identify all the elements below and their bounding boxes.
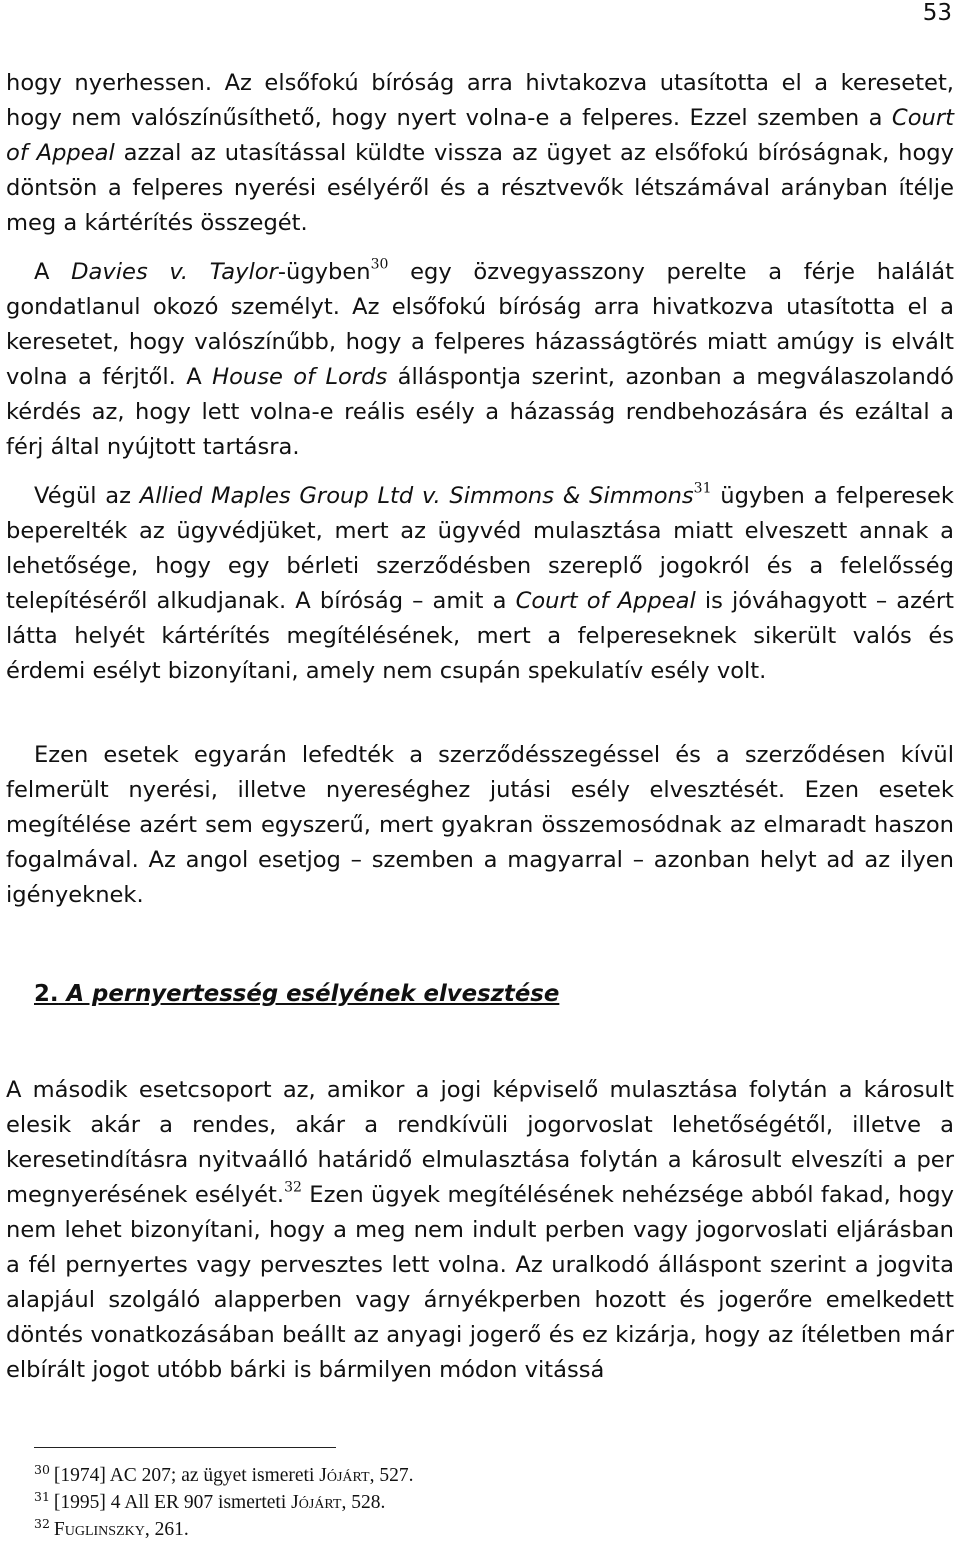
- paragraph-3: [6, 479, 954, 689]
- paragraph-5-text-a: A második esetcsoport az, amikor a jogi képviselő mulasztása folytán a károsult elesik akár a rendes, akár a rendkívüli jogorvoslat lehetőségétől, illetve a keresetindításra nyitvaálló határidő elmulasztása folytán a károsult elveszíti a per megnyerésének esélyét.: [6, 1077, 954, 1208]
- paragraph-2-text-b: -ügyben: [277, 259, 371, 285]
- footnotes: [34, 1462, 413, 1543]
- section-heading: [34, 976, 559, 1012]
- paragraph-2-text-a: A: [34, 259, 72, 285]
- section-heading-number: 2.: [34, 981, 59, 1007]
- paragraph-2-case-name: Davies v. Taylor: [71, 259, 278, 285]
- paragraph-3-text-c: is jóváhagyott – azért látta helyét kártérítés megítélésének, mert a felpereseknek sikerült valós és érdemi esélyt bizonyítani, amely nem csupán spekulatív esély volt.: [6, 588, 954, 684]
- footnote-tail: , 261.: [144, 1519, 189, 1540]
- paragraph-5-text-b: Ezen ügyek megítélésének nehézsége abból fakad, hogy nem lehet bizonyítani, hogy a meg nem indult perben vagy jogorvoslati eljárásban a fél pernyertes vagy pervesztes lett volna. Az uralkodó álláspont szerint a jogvita alapjául szolgáló alapperben vagy árnyékperben hozott és jogerőre emelkedett döntés vonatkozásában beállt az anyagi jogerő és ez kizárja, hogy az ítéletben már elbírált jogot utóbb bárki is bármilyen módon vitássá: [6, 1182, 955, 1383]
- footnote-author: Fuglinszky: [53, 1519, 145, 1540]
- footnote-author: Jójárt: [319, 1465, 370, 1486]
- paragraph-4: Ezen esetek egyarán lefedték a szerződésszegéssel és a szerződésen kívül felmerült nyerési, illetve nyereséghez jutási esély elvesztését. Ezen esetek megítélése azért sem egyszerű, mert gyakran összemosódnak az elmaradt haszon fogalmával. Az angol esetjog – szemben a magyarral – azonban helyt ad az ilyen igényeknek.: [6, 742, 954, 908]
- paragraph-3-text-a: Végül az: [34, 483, 140, 509]
- paragraph-3-case-name: Allied Maples Group Ltd v. Simmons & Simmons: [139, 483, 694, 509]
- footnote-ref-31[interactable]: 31: [693, 480, 712, 497]
- footnote-text: [1995] 4 All ER 907 ismerteti: [53, 1492, 292, 1513]
- paragraph-2-text-c: egy özvegyasszony perelte a férje halálát gondatlanul okozó személyt. Az elsőfokú bíróság arra hivatkozva utasította el a keresetet, hogy valószínűbb, hogy a felperes házasságtörés miatt amúgy is elvált volna a férjtől. A: [6, 259, 955, 390]
- paragraph-1-text-b: azzal az utasítással küldte vissza az ügyet az elsőfokú bíróságnak, hogy döntsön a felperes nyerési esélyéről és a résztvevők létszámával arányban ítélje meg a kártérítés összegét.: [6, 140, 955, 236]
- footnote-number: 30: [34, 1462, 50, 1478]
- paragraph-2-court-name: House of Lords: [212, 364, 388, 390]
- paragraph-3-court-name: Court of Appeal: [515, 588, 696, 614]
- footnote-ref-32[interactable]: 32: [284, 1179, 302, 1196]
- footnote-32: [34, 1516, 413, 1543]
- footnote-30: [34, 1462, 413, 1489]
- footnote-text: [1974] AC 207; az ügyet ismereti: [53, 1465, 320, 1486]
- footnote-author: Jójárt: [291, 1492, 342, 1513]
- footnote-tail: , 527.: [369, 1465, 414, 1486]
- footnote-separator: [34, 1447, 336, 1448]
- footnote-tail: , 528.: [341, 1492, 386, 1513]
- footnote-number: 31: [34, 1489, 50, 1505]
- paragraph-3-text-b: ügyben a felperesek beperelték az ügyvédjüket, mert az ügyvéd mulasztása miatt elveszett annak a lehetősége, hogy egy bérleti szerződésben szereplő jogokról és a felelősség telepítéséről alkudjanak. A bíróság – amit a: [6, 483, 955, 614]
- footnote-number: 32: [34, 1516, 50, 1532]
- paragraph-2: [6, 255, 954, 465]
- paragraph-2-text-d: álláspontja szerint, azonban a megválaszolandó kérdés az, hogy lett volna-e reális esély a házasság rendbehozására és ezáltal a férj által nyújtott tartásra.: [6, 364, 955, 460]
- paragraph-1-text-a: hogy nyerhessen. Az elsőfokú bíróság arra hivtakozva utasította el a keresetet, hogy nem valószínűsíthető, hogy nyert volna-e a felperes. Ezzel szemben a: [6, 70, 954, 131]
- paragraph-5: [6, 1073, 954, 1388]
- page-number: 53: [922, 0, 952, 26]
- footnote-ref-30[interactable]: 30: [370, 256, 389, 273]
- section-heading-title: A pernyertesség esélyének elvesztése: [66, 981, 560, 1007]
- paragraph-1-case-court-of-appeal: Court of Appeal: [6, 105, 954, 166]
- paragraph-1: [6, 66, 954, 241]
- footnote-31: [34, 1489, 413, 1516]
